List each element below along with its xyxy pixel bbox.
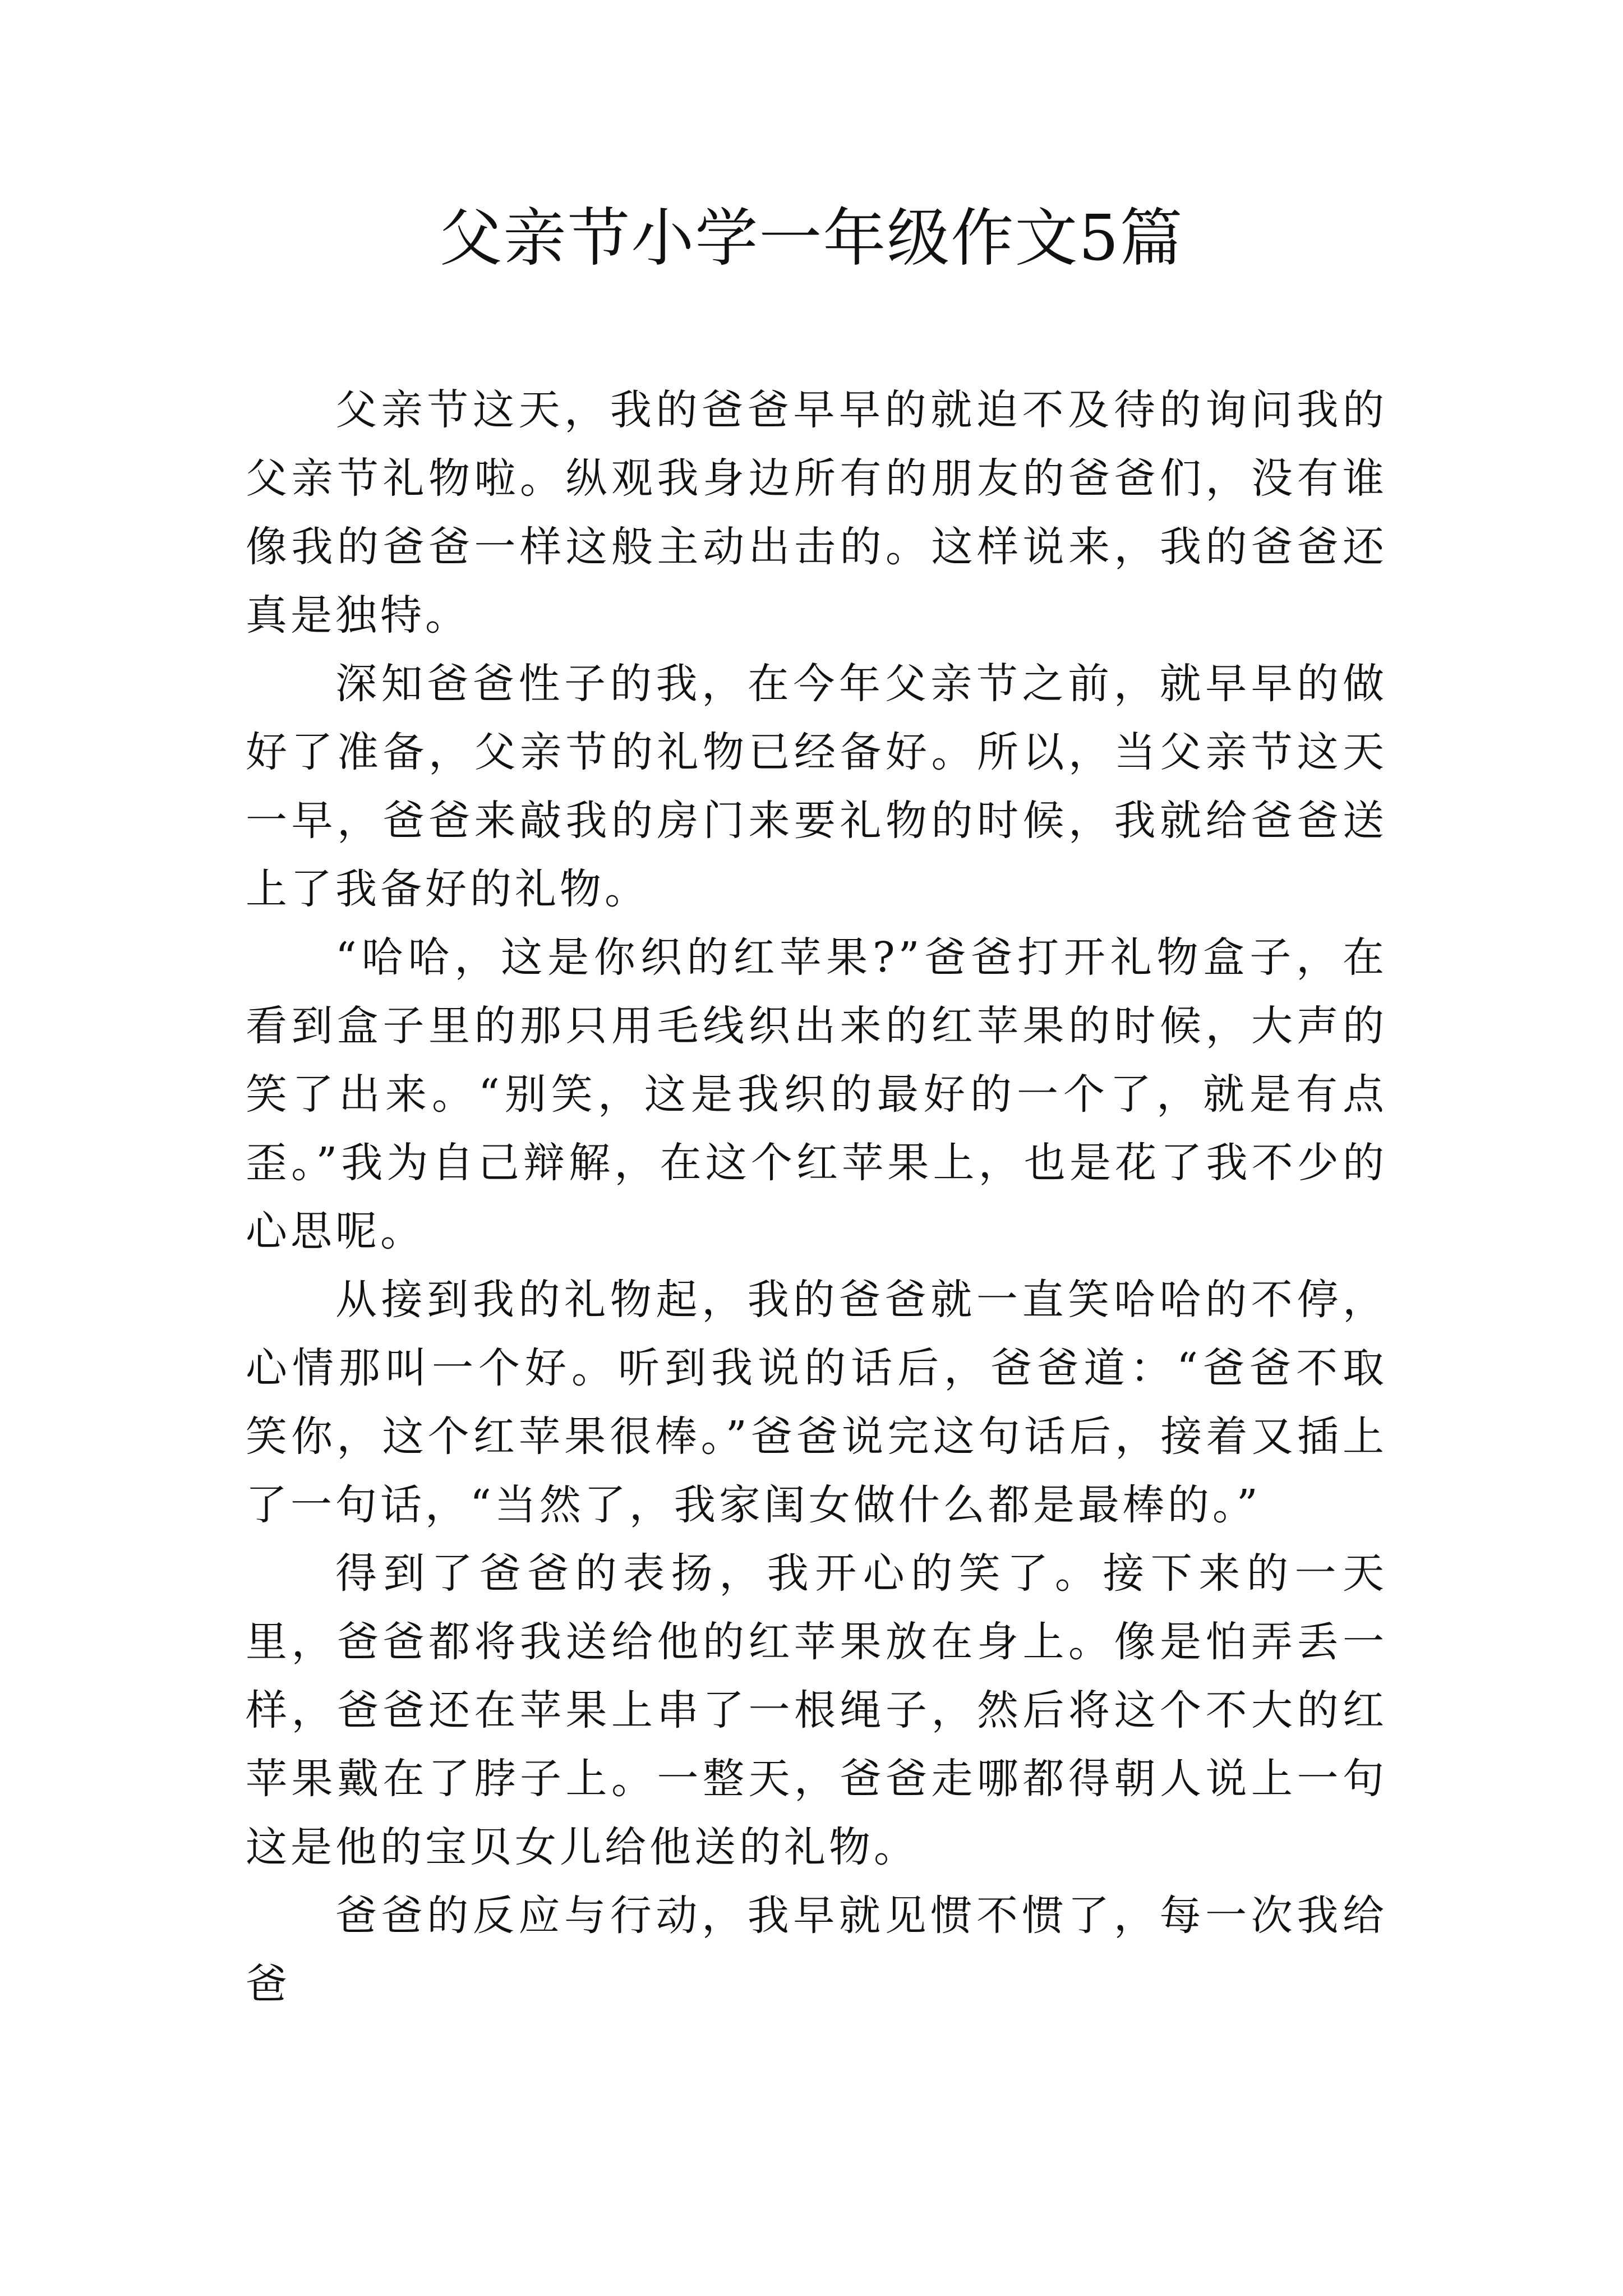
paragraph-4: 从接到我的礼物起，我的爸爸就一直笑哈哈的不停，心情那叫一个好。听到我说的话后，爸爸道：“爸爸不取笑你，这个红苹果很棒。”爸爸说完这句话后，接着又插上了一句话，“当然了，我家闺女做什么都是最棒的。” — [246, 1276, 1387, 1529]
paragraph-5: 得到了爸爸的表扬，我开心的笑了。接下来的一天里，爸爸都将我送给他的红苹果放在身上。像是怕弄丢一样，爸爸还在苹果上串了一根绳子，然后将这个不大的红苹果戴在了脖子上。一整天，爸爸走哪都得朝人说上一句这是他的宝贝女儿给他送的礼物。 — [246, 1549, 1387, 1871]
paragraph-2: 深知爸爸性子的我，在今年父亲节之前，就早早的做好了准备，父亲节的礼物已经备好。所以，当父亲节这天一早，爸爸来敲我的房门来要礼物的时候，我就给爸爸送上了我备好的礼物。 — [246, 660, 1387, 913]
paragraph-6: 爸爸的反应与行动，我早就见惯不惯了，每一次我给爸 — [246, 1892, 1387, 2008]
document-body — [246, 376, 1387, 2018]
paragraph-3: “哈哈，这是你织的红苹果?”爸爸打开礼物盒子，在看到盒子里的那只用毛线织出来的红苹果的时候，大声的笑了出来。“别笑，这是我织的最好的一个了，就是有点歪。”我为自己辩解，在这个红苹果上，也是花了我不少的心思呢。 — [246, 933, 1387, 1255]
paragraph-1: 父亲节这天，我的爸爸早早的就迫不及待的询问我的父亲节礼物啦。纵观我身边所有的朋友的爸爸们，没有谁像我的爸爸一样这般主动出击的。这样说来，我的爸爸还真是独特。 — [246, 386, 1387, 639]
document-title: 父亲节小学一年级作文5篇 — [439, 202, 1184, 275]
